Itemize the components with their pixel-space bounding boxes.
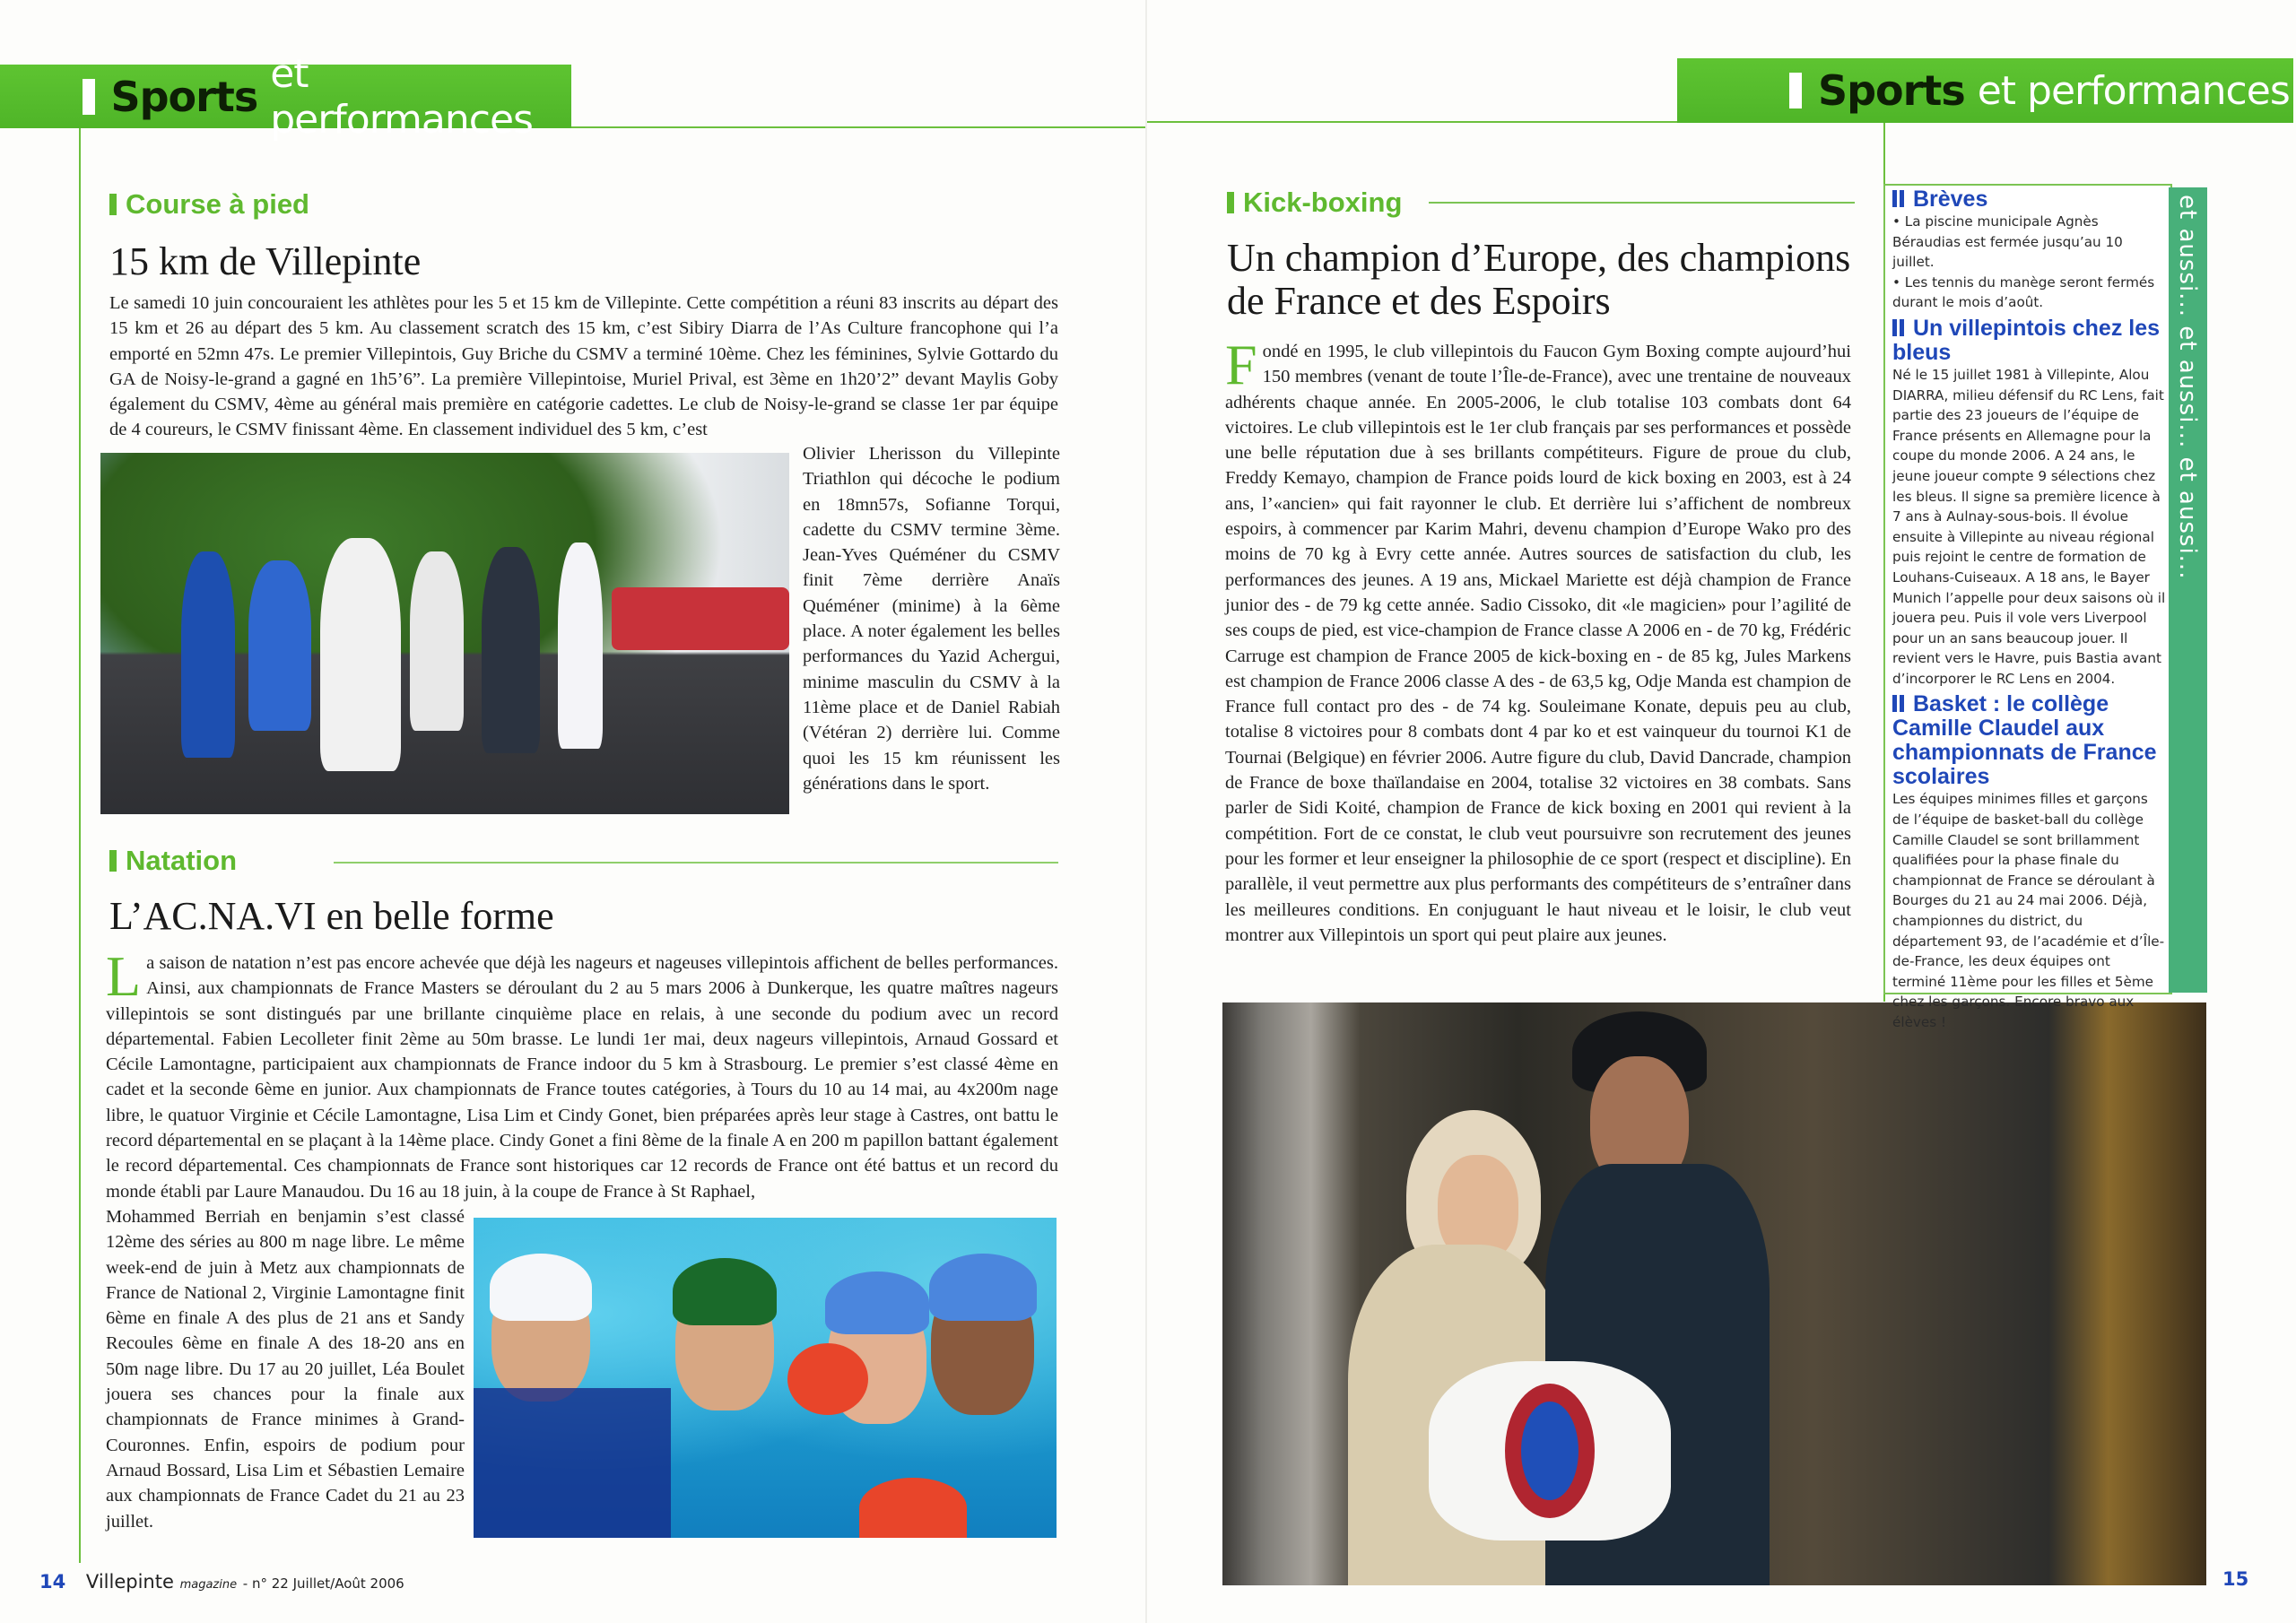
page-gutter — [1145, 0, 1147, 1623]
kickboxing-text: ondé en 1995, le club villepintois du Faucon Gym Boxing compte aujourd’hui 150 membres (venant de toute l’Île-de-France), avec une trentaine de nouveaux adhérents chaque année. En 2005-2006, le club totalise 103 combats dont 64 victoires. Le club villepintois est le 1er club français par ses performances et possède une belle réputation due à ses brillants compétiteurs. Figure de proue du club, Freddy Kemayo, champion de France poids lourd de kick boxing en 2003, est à 24 ans, l’«ancien» qui fait rayonner le club. Et derrière lui s’affichent de nombreux espoirs, à commencer par Karim Mahri, devenu champion d’Europe Wako pro des moins de 70 kg à Evry cette année. Autres sources de satisfaction du club, les performances des jeunes. A 19 ans, Mickael Mariette est déjà champion de France junior des - de 79 kg cette année. Sadio Cissoko, dit «le magicien» pour l’agilité de ses coups de pied, est vice-champion de France classe A 2006 en - de 70 kg, Frédéric Carruge est champion de France 2005 de kick-boxing en - de 85 kg, Jules Markens est champion de France 2006 classe A des - de 63,5 kg, Odje Manda est champion de France full contact pro des - de 74 kg. Souleimane Konate, depuis peu au club, totalise 8 victoires pour 8 combats dont 4 par ko et est vainqueur du tournoi K1 de Tournai (Belgique) en février 2006. Autre figure du club, David Dancrade, champion de France de boxe thaïlandaise en 2004, totalise 32 victoires en 38 combats. Sans parler de Sidi Koité, champion de France de kick boxing en 2001 qui revient à la compétition. Fort de ce constat, le club veut poursuivre son recrutement des jeunes pour les former et leur enseigner la philosophie de ce sport (respect et discipline). En parallèle, il veut permettre aux plus performants des compétiteurs de s’entraîner dans les meilleures conditions. En conjuguant le haut niveau et le loisir, le club veut montrer aux Villepintois un sport qui peut plaire aux jeunes. — [1225, 342, 1851, 945]
dropcap-f: F — [1225, 333, 1257, 396]
left-margin-rule — [79, 128, 81, 1563]
page-number-left: 14 — [39, 1571, 66, 1593]
breves-heading — [1892, 187, 2166, 212]
kicker-natation — [109, 845, 237, 877]
header-bar-icon — [83, 79, 95, 115]
kicker-course — [109, 188, 309, 221]
header-rule-right — [1147, 121, 1677, 123]
page-number-right: 15 — [2222, 1568, 2249, 1590]
championship-belt — [1429, 1361, 1671, 1541]
right-footer — [2222, 1568, 2248, 1590]
basket-text: Les équipes minimes filles et garçons de l’équipe de basket-ball du collège Camille Claudel se sont brillamment qualifiées pour la phase finale du championnat de France se déroulant à Bourges du 21 au 24 mai 2006. Déjà, championnes du district, du département 93, de l’académie et d’Île-de-France, les deux équipes ont terminé 11ème pour les filles et 5ème chez les garçons. Encore bravo aux élèves ! — [1892, 791, 2165, 1030]
section-title-bold: Sports — [1818, 66, 1965, 115]
dropcap-l: L — [106, 944, 142, 1008]
section-title-light: et performances — [270, 50, 533, 143]
breves-item-1: • La piscine municipale Agnès Béraudias est fermée jusqu’au 10 juillet. — [1892, 213, 2123, 271]
breves-title: Brèves — [1912, 187, 1988, 212]
issue-info: - n° 22 Juillet/Août 2006 — [242, 1575, 404, 1592]
et-aussi-tab-text: et aussi... et aussi... et aussi... — [2174, 195, 2201, 580]
left-footer — [39, 1571, 404, 1593]
natation-rule — [334, 862, 1058, 864]
header-bar-icon — [1789, 73, 1802, 108]
section-title-light: et performances — [1977, 67, 2290, 114]
bleus-title: Un villepintois chez les bleus — [1892, 315, 2161, 365]
bleus-text: Né le 15 juillet 1981 à Villepinte, Alou DIARRA, milieu défensif du RC Lens, fait partie des 23 joueurs de l’équipe de France présents en Allemagne pour la coupe du monde 2006. A 24 ans, le jeune joueur compte 9 sélections chez les bleus. Il signe sa première licence à 7 ans à Aulnay-sous-bois. Il évolue ensuite à Villepinte au niveau régional puis rejoint le centre de formation de Louhans-Cuiseaux. A 18 ans, le Bayer Munich l’appelle pour deux saisons où il jouera peu. Puis il vole vers Liverpool pour un an sans beaucoup jouer. Il revient vers le Havre, puis Bastia avant d’incorporer le RC Lens en 2004. — [1892, 366, 2166, 687]
kicker-bar-icon — [109, 194, 117, 215]
sidebar-et-aussi — [1883, 184, 2172, 1030]
kicker-bar-icon — [1227, 192, 1234, 213]
natation-paragraph-2: Mohammed Berriah en benjamin s’est classé 12ème des séries au 800 m nage libre. Le même week-end de juin à Metz aux championnats de France de National 2, Virginie Lamontagne finit 6ème en finale A des plus de 21 ans et Sandy Recoules 6ème en finale A des 18-20 ans en 50m nage libre. Du 17 au 20 juillet, Léa Boulet jouera ses chances pour la finale aux championnats de France minimes à Grand-Couronnes. Enfin, espoirs de podium pour Arnaud Bossard, Lisa Lim et Sébastien Lemaire aux championnats de France Cadet du 21 au 23 juillet. — [106, 1207, 465, 1532]
magazine-sub: magazine — [179, 1578, 238, 1592]
breves-item-2: • Les tennis du manège seront fermés durant le mois d’août. — [1892, 273, 2155, 311]
kickboxing-body — [1225, 333, 1851, 948]
headline-kickboxing: Un champion d’Europe, des champions de France et des Espoirs — [1227, 236, 1851, 323]
course-paragraph-1: Le samedi 10 juin concouraient les athlètes pour les 5 et 15 km de Villepinte. Cette compétition a réuni 83 inscrits au départ des 15 km et 26 au départ des 5 km. Au classement scratch des 15 km, c’est Sibiry Diarra de l’As Culture francophone qui l’a emporté en 52mn 47s. Le premier Villepintois, Guy Briche du CSMV a terminé 10ème. Chez les féminines, Sylvie Gottardo du GA de Noisy-le-grand a gagné en 1h5’6”. La première Villepintoise, Muriel Prival, est 3ème en 1h20’2” devant Maylis Goby également du CSMV, 4ème au général mais première en catégorie cadettes. Le club de Noisy-le-grand se classe 1er par équipe de 4 coureurs, le CSMV finissant 4ème. En classement individuel des 5 km, c’est — [109, 293, 1058, 440]
kicker-label: Course à pied — [126, 188, 309, 220]
bleus-heading — [1892, 317, 2166, 365]
left-header-band — [0, 50, 571, 143]
natation-text-1: a saison de natation n’est pas encore achevée que déjà les nageurs et nageuses villepintois affichent de belles performances. Ainsi, aux championnats de France Masters se déroulant du 2 au 5 mars 2006 à Dunkerque, les quatre maîtres nageurs villepintois se sont distingués par une brillante cinquième place en relais, à une seconde du podium avec un record départemental. Fabien Lecolleter finit 2ème au 50m brasse. Le lundi 1er mai, deux nageurs villepintois, Arnaud Gossard et Cécile Lamontagne, participaient aux championnats de France indoor du 5 km à Strasbourg. Le premier s’est classé 4ème en cadet et la seconde 6ème en junior. Aux championnats de France toutes catégories, à Tours du 10 au 14 mai, au 4x200m nage libre, le quatuor Virginie et Cécile Lamontagne, Lisa Lim et Cindy Gonet, bien préparées après leur stage à Castres, ont battu le record départemental en se plaçant à la 14ème place. Cindy Gonet a fini 8ème de la finale A en 200 m papillon battant également le record départemental. Ces championnats de France sont historiques car 12 records de France ont été battus et un record du monde établi par Laure Manaudou. Du 16 au 18 juin, à la coupe de France à St Raphael, — [106, 953, 1058, 1202]
basket-title: Basket : le collège Camille Claudel aux championnats de France scolaires — [1892, 691, 2157, 790]
natation-paragraph-1 — [106, 944, 1058, 1204]
kicker-label: Kick-boxing — [1243, 187, 1403, 218]
et-aussi-tab — [2169, 187, 2207, 993]
section-title-bold: Sports — [110, 72, 258, 121]
swimmers-photo — [474, 1218, 1057, 1538]
course-paragraph-2: Olivier Lherisson du Villepinte Triathlon qui décoche le podium en 18mn57s, Sofianne Torqui, cadette du CSMV termine 3ème. Jean-Yves Quéméner du CSMV finit 7ème derrière Anaïs Quéméner (minime) à la 6ème place. A noter également les belles performances du Yazid Achergui, minime masculin du CSMV à la 11ème place et de Daniel Rabiah (Vétéran 2) derrière lui. Comme quoi les 15 km réunissent les générations dans le sport. — [803, 444, 1060, 794]
basket-heading — [1892, 692, 2166, 789]
belt-presentation-photo — [1222, 1002, 2206, 1585]
kicker-label: Natation — [126, 845, 237, 876]
headline-course: 15 km de Villepinte — [109, 239, 422, 283]
right-header-band — [1677, 58, 2293, 123]
breves-item-2-text: Les tennis du manège seront fermés durant le mois d’août. — [1892, 273, 2155, 311]
running-race-photo — [100, 453, 789, 814]
kicker-kickboxing — [1227, 187, 1855, 219]
header-rule-left — [571, 126, 1146, 128]
magazine-name: Villepinte — [85, 1571, 174, 1593]
headline-natation: L’AC.NA.VI en belle forme — [109, 894, 554, 938]
breves-item-1-text: La piscine municipale Agnès Béraudias est fermée jusqu’au 10 juillet. — [1892, 213, 2123, 271]
kicker-bar-icon — [109, 850, 117, 872]
